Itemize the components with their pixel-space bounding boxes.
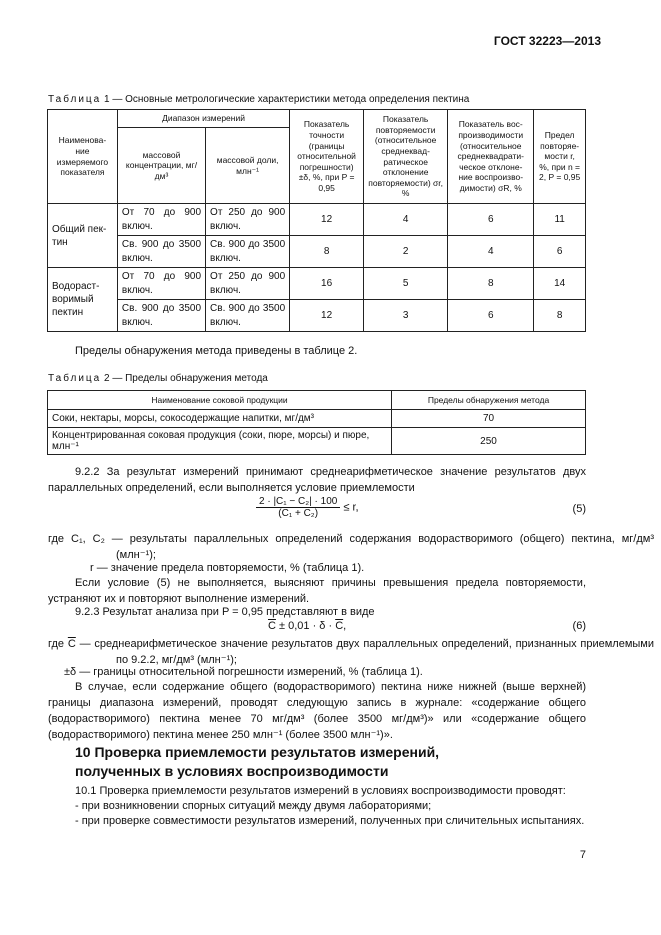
- table2-caption: Таблица 2 — Пределы обнаружения метода: [48, 373, 268, 384]
- bullet-disputes: - при возникновении спорных ситуаций между двумя лабораториями;: [75, 800, 432, 812]
- formula-5: $\frac{\text{2 · |C₁ − C₂| · 100}}{\text{(C₁ + C₂)}}$ ≤ r,: [256, 496, 359, 519]
- formula-5-number: (5): [572, 503, 586, 515]
- section-9-2-2: 9.2.2 За результат измерений принимают среднеарифметическое значение результатов двух параллельных определений, если выполняется условие приемлемости: [48, 466, 586, 494]
- table-row: Св. 900 до 3500 включ. Св. 900 до 3500 включ. 12 3 6 8: [48, 300, 586, 332]
- col-mass-conc-header: массовой концентрации, мг/дм³: [117, 128, 205, 204]
- where-c-mean: где $\overline{C}$ — среднеарифметическое значение результатов двух параллельных определений, признанных приемлемыми по 9.2.2, мг/дм³ (млн⁻¹);: [48, 638, 654, 666]
- out-of-range-note: В случае, если содержание общего (водорастворимого) пектина ниже нижней (выше верхней) границы диапазона измерений, проводят следующую запись в журнале: «содержание общего (водорастворимого) пектина менее 70 мг/дм³ (более 3500 мг/дм³)» или «содержание общего (водорастворимого) пектина менее 250 млн⁻¹ (более 3500 млн⁻¹)».: [48, 681, 586, 741]
- col-range-header: Диапазон измерений: [117, 110, 289, 128]
- table-row: Св. 900 до 3500 включ. Св. 900 до 3500 включ. 8 2 4 6: [48, 236, 586, 268]
- col-product-header: Наименование соковой продукции: [48, 391, 392, 410]
- table-row: Водораст-воримый пектин От 70 до 900 включ. От 250 до 900 включ. 16 5 8 14: [48, 268, 586, 300]
- where-delta: ±δ — границы относительной погрешности измерений, % (таблица 1).: [64, 666, 423, 678]
- formula-6-number: (6): [572, 620, 586, 632]
- col-limit-header: Предел повторяе-мости r, %, при n = 2, P = 0,95: [534, 110, 586, 204]
- section-10-1: 10.1 Проверка приемлемости результатов измерений в условиях воспроизводимости проводят:: [75, 785, 566, 797]
- section-9-2-3: 9.2.3 Результат анализа при P = 0,95 представляют в виде: [75, 606, 375, 618]
- limits-paragraph: Пределы обнаружения метода приведены в таблице 2.: [75, 345, 358, 357]
- col-accuracy-header: Показатель точности (границы относительной погрешности) ±δ, %, при P = 0,95: [290, 110, 364, 204]
- where-c1-c2: где C₁, C₂ — результаты параллельных определений содержания водорастворимого (общего) пектина, мг/дм³ (млн⁻¹);: [48, 533, 654, 561]
- col-name-header: Наименова-ние измеряемого показателя: [48, 110, 118, 204]
- col-repeat-header: Показатель повторяемости (относительное среднеквад-ратическое отклонение повторяемости) σr, %: [364, 110, 448, 204]
- table1-caption: Таблица 1 — Основные метрологические характеристики метода определения пектина: [48, 94, 470, 105]
- col-mass-frac-header: массовой доли, млн⁻¹: [206, 128, 290, 204]
- section-10-title: 10 Проверка приемлемости результатов измерений, полученных в условиях воспроизводимости: [75, 744, 440, 779]
- bullet-compatibility: - при проверке совместимости результатов измерений, полученных при сличительных испытаниях.: [75, 815, 585, 827]
- table-row: Соки, нектары, морсы, сокосодержащие напитки, мг/дм³ 70: [48, 410, 586, 428]
- if-condition-fails: Если условие (5) не выполняется, выясняют причины превышения предела повторяемости, устраняют их и повторяют выполнение измерений.: [48, 577, 586, 605]
- page-number: 7: [579, 849, 586, 861]
- where-r: r — значение предела повторяемости, % (таблица 1).: [90, 562, 365, 574]
- table-metrology: [47, 109, 586, 332]
- col-reprod-header: Показатель вос-производимости (относительное среднеквадрати-ческое отклоне-ние воспроизво-димости) σR, %: [448, 110, 534, 204]
- table-detection-limits: [47, 390, 586, 455]
- table-row: Общий пек-тин От 70 до 900 включ. От 250 до 900 включ. 12 4 6 11: [48, 204, 586, 236]
- table-row: Концентрированная соковая продукция (соки, пюре, морсы) и пюре, млн⁻¹ 250: [48, 428, 586, 455]
- col-detection-header: Пределы обнаружения метода: [392, 391, 586, 410]
- document-id: ГОСТ 32223—2013: [493, 34, 601, 48]
- formula-6: $\overline{C} \pm 0,01 \cdot \delta \cdot \overline{C}$,: [268, 620, 347, 632]
